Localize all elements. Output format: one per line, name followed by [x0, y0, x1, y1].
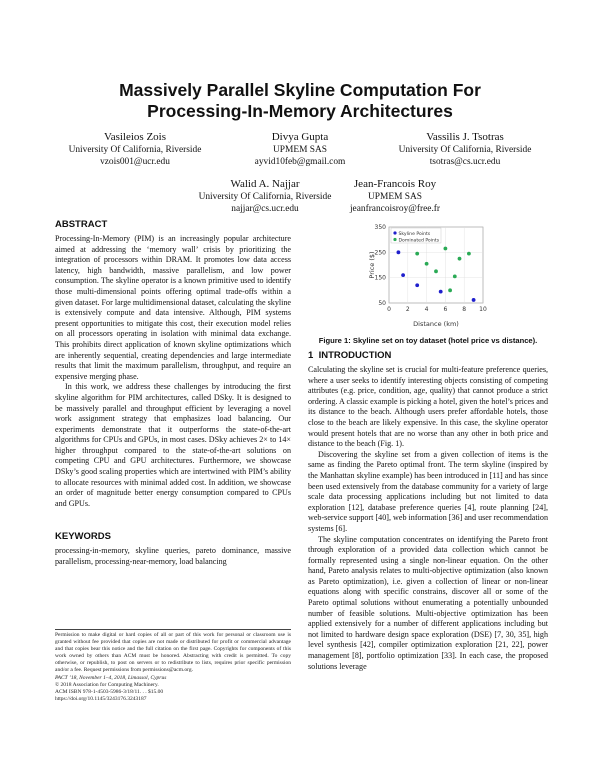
abstract-body: [55, 234, 291, 509]
author-affiliation: University Of California, Riverside: [198, 192, 332, 202]
author-email: ayvid10feb@gmail.com: [254, 157, 346, 167]
copyright-line: © 2018 Association for Computing Machinery.: [55, 681, 159, 688]
author-email: vzois001@ucr.edu: [100, 157, 170, 167]
y-axis-ticks: [375, 224, 387, 307]
legend-label: Skyline Points: [398, 231, 431, 237]
author-email: najjar@cs.ucr.edu: [231, 204, 299, 214]
skyline-point: [397, 250, 401, 254]
legend-marker: [393, 238, 396, 241]
dominated-point: [434, 269, 438, 273]
dominated-point: [448, 288, 452, 292]
author-name: Jean-Francois Roy: [353, 178, 437, 190]
legend-marker: [393, 231, 396, 234]
author-block-2: [230, 131, 370, 168]
author-name: Walid A. Najjar: [230, 178, 300, 190]
author-affiliation: University Of California, Riverside: [68, 145, 202, 155]
doi-line: https://doi.org/10.1145/3243176.3243187: [55, 695, 147, 702]
dominated-point: [467, 252, 471, 256]
y-tick-label: 50: [378, 300, 386, 307]
author-block-3: [380, 131, 550, 168]
x-tick-label: 6: [443, 306, 448, 313]
keywords-text: processing-in-memory, skyline queries, pareto dominance, massive parallelism, processing-near-memory, load balancing: [55, 546, 291, 566]
keywords-section: [55, 531, 291, 567]
figure-caption-wrap: [308, 336, 548, 345]
left-column: [55, 219, 291, 509]
paper-title: [0, 80, 600, 122]
introduction-heading: [308, 350, 548, 361]
author-name: Divya Gupta: [271, 131, 329, 143]
dominated-point: [444, 247, 448, 251]
skyline-point: [401, 273, 405, 277]
intro-paragraph-1: Calculating the skyline set is crucial for multi-feature preference queries, where a user seeks to identify interesting objects consisting of competing attributes (e.g. price, condition, age, quality) that cannot produce a strict ordering. A classic example is picking a hotel, given the hotel’s prices and its distance to the beach. Although users prefer affordable hotels, those close to the beach are likely expensive. In this case, the skyline operator would present hotels that are no worse than any other in both price and distance to the beach (Fig. 1).: [308, 365, 548, 449]
title-line-1: Massively Parallel Skyline Computation For: [119, 80, 481, 100]
skyline-point: [415, 283, 419, 287]
permission-notice: Permission to make digital or hard copies of all or part of this work for personal or classroom use is granted without fee provided that copies are not made or distributed for profit or commercial advantage and that copies bear this notice and the full citation on the first page. Copyrights for components of this work owned by others than ACM must be honored. Abstracting with credit is permitted. To copy otherwise, or republish, to post on servers or to redistribute to lists, requires prior specific permission and/or a fee. Request permissions from permissions@acm.org.: [55, 632, 291, 674]
right-column: [308, 350, 548, 672]
x-axis-ticks: [387, 306, 487, 313]
author-name: Vasileios Zois: [103, 131, 167, 143]
chart-points: [397, 247, 476, 302]
section-number: 1: [308, 350, 314, 361]
skyline-point: [439, 290, 443, 294]
footnote-block: [55, 632, 291, 703]
author-affiliation: UPMEM SAS: [273, 145, 327, 155]
dominated-point: [425, 262, 429, 266]
section-title: INTRODUCTION: [318, 350, 392, 361]
abstract-paragraph-2: In this work, we address these challenges by introducing the first skyline algorithm for PIM architectures, called DSky. It is designed to be massively parallel and throughput efficient by leveraging a novel work assignment strategy that emphasizes load balancing. Our experiments demonstrate that it outperforms the state-of-the-art algorithms for CPUs and GPUs, in most cases. DSky achieves 2× to 14× higher throughput compared to the state-of-the-art solutions on competing CPU and GPU architectures. Furthermore, we showcase DSky’s good scaling properties which are intertwined with PIM’s ability to allocate resources with minimal added cost. In addition, we showcase an order of magnitude better energy consumption compared to CPUs and GPUs.: [55, 382, 291, 508]
introduction-body: [308, 365, 548, 672]
y-tick-label: 250: [374, 249, 386, 257]
legend-label: Dominated Points: [398, 238, 440, 244]
dominated-point: [415, 252, 419, 256]
footnote-rule: [55, 629, 291, 630]
author-email: jeanfrancoisroy@free.fr: [349, 204, 441, 214]
author-block-5: [320, 178, 470, 215]
x-tick-label: 8: [462, 306, 467, 313]
author-affiliation: UPMEM SAS: [368, 192, 422, 202]
y-tick-label: 150: [374, 274, 386, 282]
isbn-line: ACM ISBN 978-1-4503-5986-3/18/11. . . $15.00: [55, 688, 164, 695]
intro-paragraph-3: The skyline computation concentrates on identifying the Pareto front through exploration of a provided data collection which cannot be formally represented using a single non-linear equation. On the other hand, Pareto analysis relates to multi-objective optimization (also known as Pareto optimization), i.e. given a collection of linear or non-linear equations along with specific constrains, discover all or some of the Pareto optimal solutions without enumerating a potentially unbounded number of feasible solutions. Multi-objective optimization has been applied extensively for a number of different applications including but not limited to hardware design space exploration (DSE) [7, 30, 35], high level synthesis [42], compiler optimization exploration [21, 22], power management [8], portfolio optimization [33]. In each case, the proposed solutions leverage: [308, 534, 548, 671]
x-tick-label: 0: [387, 306, 391, 313]
intro-paragraph-2: Discovering the skyline set from a given collection of items is the same as finding the Pareto optimal front. The term skyline (inspired by the Manhattan skyline example) has been introduced in [11] and has since been used extensively from the database community for a variety of large scale data processing applications including but not limited to data exploration [12], database preference queries [4], route planning [24], web-service support [40], web information [36] and user recommendation systems [6].: [308, 449, 548, 533]
title-line-2: Processing-In-Memory Architectures: [147, 101, 453, 121]
dominated-point: [453, 275, 457, 279]
y-tick-label: 350: [374, 224, 386, 231]
x-axis-label: Distance (km): [413, 320, 459, 328]
skyline-point: [472, 298, 476, 302]
skyline-scatter-chart: [365, 215, 495, 330]
author-block-1: [55, 131, 215, 168]
abstract-heading: ABSTRACT: [55, 219, 108, 230]
author-name: Vassilis J. Tsotras: [426, 131, 504, 143]
y-axis-label: Price ($): [368, 251, 376, 279]
figure-caption: Figure 1: Skyline set on toy dataset (hotel price vs distance).: [318, 336, 538, 345]
x-tick-label: 4: [424, 306, 429, 313]
keywords-heading: KEYWORDS: [55, 531, 111, 542]
author-block-4: [190, 178, 340, 215]
dominated-point: [458, 257, 462, 261]
x-tick-label: 10: [479, 306, 487, 313]
author-email: tsotras@cs.ucr.edu: [429, 157, 501, 167]
abstract-paragraph-1: Processing-In-Memory (PIM) is an increasingly popular architecture aimed at addressing the ‘memory wall’ crisis by prioritizing the integration of processors within DRAM. It promotes low data access latency, high bandwidth, massive parallelism, and low power consumption. The skyline operator is a known primitive used to identify those multi-dimensional points offering optimal trade-offs within a given dataset. For large multidimensional dataset, calculating the skyline is extensively compute and data intensive. Although, PIM systems present opportunities to mitigate this cost, their execution model relies on all processors operating in isolation with minimal data exchange. This prohibits direct application of known skyline optimizations which are inherently sequential, creating dependencies and large intermediate results that limit the maximum parallelism, throughput, and require an expensive merging phase.: [55, 234, 291, 381]
chart-legend: [391, 228, 441, 243]
venue-line: PACT ’18, November 1–4, 2018, Limassol, Cyprus: [55, 674, 167, 681]
author-affiliation: University Of California, Riverside: [398, 145, 532, 155]
x-tick-label: 2: [405, 306, 410, 313]
